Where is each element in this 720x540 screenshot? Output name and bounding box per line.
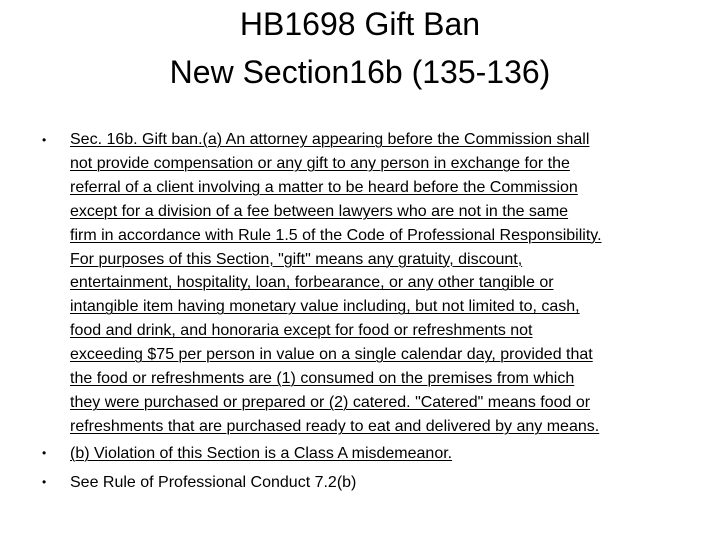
- title-line-1: HB1698 Gift Ban: [239, 6, 481, 42]
- bullet-list: [38, 128, 698, 497]
- text-line: referral of a client involving a matter to be heard before the Commission: [70, 178, 578, 196]
- text-line: they were purchased or prepared or (2) catered. "Catered" means food or: [70, 393, 591, 411]
- bullet-marker: •: [42, 133, 47, 147]
- slide-title: [0, 0, 720, 96]
- bullet-violation: [38, 439, 698, 468]
- text-line: exceeding $75 per person in value on a single calendar day, provided that: [70, 346, 593, 364]
- bullet-marker: •: [42, 474, 47, 489]
- bullet-text: (b) Violation of this Section is a Class A misdemeanor.: [70, 444, 453, 462]
- bullet-marker: •: [42, 445, 47, 460]
- bullet-text: See Rule of Professional Conduct 7.2(b): [70, 473, 357, 491]
- text-line: the food or refreshments are (1) consumed on the premises from which: [70, 370, 575, 388]
- text-line: entertainment, hospitality, loan, forbearance, or any other tangible or: [70, 274, 554, 292]
- bullet-text: [70, 128, 698, 439]
- text-line: Sec. 16b. Gift ban.(a) An attorney appearing before the Commission shall: [70, 131, 590, 148]
- text-line: For purposes of this Section, "gift" means any gratuity, discount,: [70, 250, 523, 268]
- text-line: refreshments that are purchased ready to eat and delivered by any means.: [70, 417, 600, 435]
- text-line: not provide compensation or any gift to any person in exchange for the: [70, 154, 570, 172]
- bullet-see-rule: [38, 468, 698, 497]
- text-line: except for a division of a fee between lawyers who are not in the same: [70, 202, 569, 220]
- text-line: intangible item having monetary value including, but not limited to, cash,: [70, 298, 580, 316]
- text-line: firm in accordance with Rule 1.5 of the Code of Professional Responsibility.: [70, 226, 602, 244]
- text-line: food and drink, and honoraria except for food or refreshments not: [70, 322, 533, 340]
- title-line-2: New Section16b (135-136): [169, 54, 551, 90]
- bullet-gift-ban: [38, 128, 698, 439]
